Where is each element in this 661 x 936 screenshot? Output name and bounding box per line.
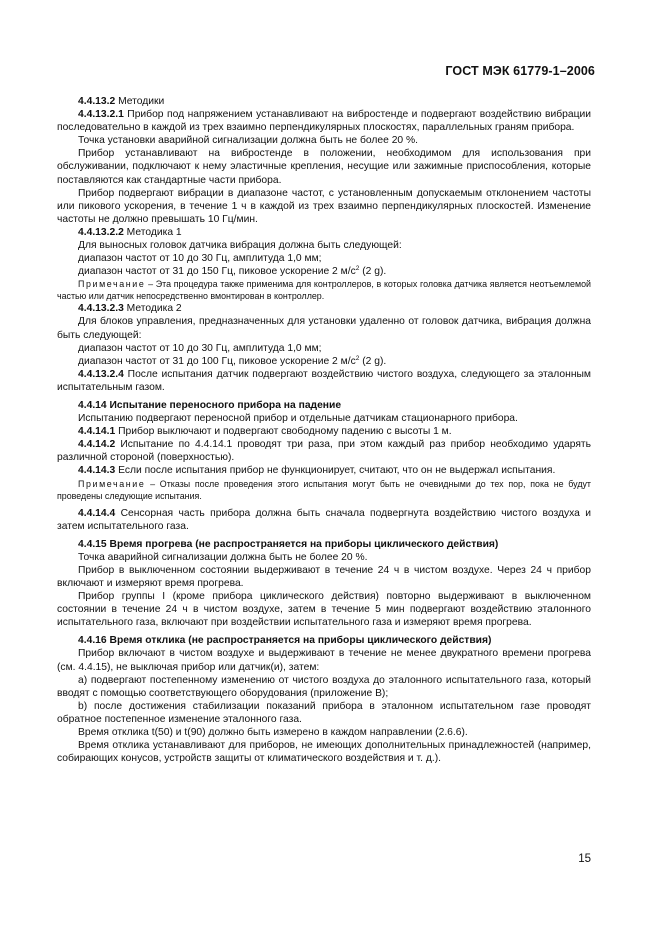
paragraph: 4.4.14.3 Если после испытания прибор не функционирует, считают, что он не выдержал испытания. xyxy=(78,465,556,477)
clause-number: 4.4.13.2.3 xyxy=(78,303,124,315)
list-item: b) после достижения стабилизации показаний прибора в эталонном испытательном газе проводят обратное постепенное изменение эталонного газа. xyxy=(57,700,591,725)
clause-number: 4.4.14.3 xyxy=(78,465,116,477)
paragraph: диапазон частот от 31 до 100 Гц, пиковое ускорение 2 $м/с^2$ (2 g). xyxy=(78,354,387,367)
section-heading: 4.4.13.2.2 Методика 1 xyxy=(78,226,182,238)
paragraph: Прибор группы I (кроме прибора циклического действия) повторно выдерживают в выключенном состоянии в течение 24 ч в чистом воздухе, затем в течение 5 мин подвергают воздействию эталонного испытательного газа, включают при воздействии испытательного газа и измеряют время прогрева. xyxy=(57,591,591,629)
paragraph: Точка установки аварийной сигнализации должна быть не более 20 %. xyxy=(78,135,419,147)
paragraph: диапазон частот от 10 до 30 Гц, амплитуда 1,0 мм; xyxy=(78,342,322,354)
paragraph: Прибор включают в чистом воздухе и выдерживают в течение не менее двукратного времени прогрева (см. 4.4.15), не выключая прибор или датчик(и), затем: xyxy=(57,648,591,673)
paragraph: Время отклика t(50) и t(90) должно быть измерено в каждом направлении (2.6.6). xyxy=(78,727,468,739)
paragraph: 4.4.14.2 Испытание по 4.4.14.1 проводят три раза, при этом каждый раз прибор необходимо ударять различной стороной (поверхностью). xyxy=(57,439,591,464)
clause-number: 4.4.14 xyxy=(78,399,107,411)
paragraph: Время отклика устанавливают для приборов, не имеющих дополнительных принадлежностей (например, собирающих конусов, устройств защиты от климатического воздействия и т. д.). xyxy=(57,740,591,765)
section-heading: 4.4.15 Время прогрева (не распространяется на приборы циклического действия) xyxy=(78,538,499,550)
clause-number: 4.4.15 xyxy=(78,538,107,550)
document-body xyxy=(57,95,591,765)
clause-number: 4.4.14.2 xyxy=(78,439,116,451)
clause-number: 4.4.14.1 xyxy=(78,426,116,438)
paragraph: Для блоков управления, предназначенных для установки удаленно от головок датчика, вибрация должна быть следующей: xyxy=(57,316,591,341)
clause-number: 4.4.14.4 xyxy=(78,507,116,519)
paragraph: диапазон частот от 31 до 150 Гц, пиковое ускорение 2 $м/с^2$ (2 g). xyxy=(78,265,387,278)
document-header: ГОСТ МЭК 61779-1–2006 xyxy=(445,64,595,78)
clause-number: 4.4.13.2.1 xyxy=(78,109,124,121)
section-heading: 4.4.14 Испытание переносного прибора на падение xyxy=(78,399,342,411)
note: Примечание – Отказы после проведения этого испытания могут быть не очевидными до тех пор, пока не будут проведены следующие испытания. xyxy=(57,478,591,501)
section-heading: 4.4.13.2 Методики xyxy=(78,96,165,107)
note: Примечание – Эта процедура также применима для контроллеров, в которых головка датчика является неотъемлемой частью или датчик непосредственно вмонтирован в контроллер. xyxy=(57,279,591,302)
paragraph: Прибор в выключенном состоянии выдерживают в течение 24 ч в чистом воздухе. Через 24 ч прибор включают и измеряют время прогрева. xyxy=(57,564,591,589)
paragraph: 4.4.13.2.4 После испытания датчик подвергают воздействию чистого воздуха, следующего за эталонным испытательным газом. xyxy=(57,368,591,393)
paragraph: диапазон частот от 10 до 30 Гц, амплитуда 1,0 мм; xyxy=(78,253,322,265)
clause-number: 4.4.16 xyxy=(78,635,107,647)
clause-number: 4.4.13.2.2 xyxy=(78,226,124,238)
paragraph: Точка аварийной сигнализации должна быть не более 20 %. xyxy=(78,551,368,563)
list-item: а) подвергают постепенному изменению от чистого воздуха до эталонного испытательного газа, который вводят с помощью соответствующего оборудования (приложение В); xyxy=(57,674,591,699)
paragraph: Для выносных головок датчика вибрация должна быть следующей: xyxy=(78,240,402,252)
paragraph: 4.4.13.2.1 Прибор под напряжением устанавливают на вибростенде и подвергают воздействию вибрации последовательно в каждой из трех взаимно перпендикулярных плоскостях, параллельных граням прибора. xyxy=(57,109,591,134)
note-label: Примечание xyxy=(78,279,146,290)
paragraph: 4.4.14.4 Сенсорная часть прибора должна быть сначала подвергнута воздействию чистого воздуха и затем испытательного газа. xyxy=(57,507,591,532)
page-number: 15 xyxy=(578,853,591,865)
paragraph: Испытанию подвергают переносной прибор и отдельные датчикам стационарного прибора. xyxy=(78,413,518,425)
clause-number: 4.4.13.2.4 xyxy=(78,368,124,380)
paragraph: 4.4.14.1 Прибор выключают и подвергают свободному падению с высоты 1 м. xyxy=(78,426,452,438)
clause-number: 4.4.13.2 xyxy=(78,96,116,107)
section-heading: 4.4.13.2.3 Методика 2 xyxy=(78,303,182,315)
paragraph: Прибор подвергают вибрации в диапазоне частот, с установленным допускаемым отклонением частоты или пикового ускорения, в течение 1 ч в каждой из трех взаимно перпендикулярных плоскостей. Изменение частоты не должно превышать 10 Гц/мин. xyxy=(57,187,591,225)
section-heading: 4.4.16 Время отклика (не распространяется на приборы циклического действия) xyxy=(78,635,492,647)
paragraph: Прибор устанавливают на вибростенде в положении, необходимом для использования при обслуживании, подключают к нему эластичные крепления, несущие или зажимные приспособления, которые поставляются как стандартные части прибора. xyxy=(57,148,591,186)
note-label: Примечание xyxy=(78,478,146,489)
